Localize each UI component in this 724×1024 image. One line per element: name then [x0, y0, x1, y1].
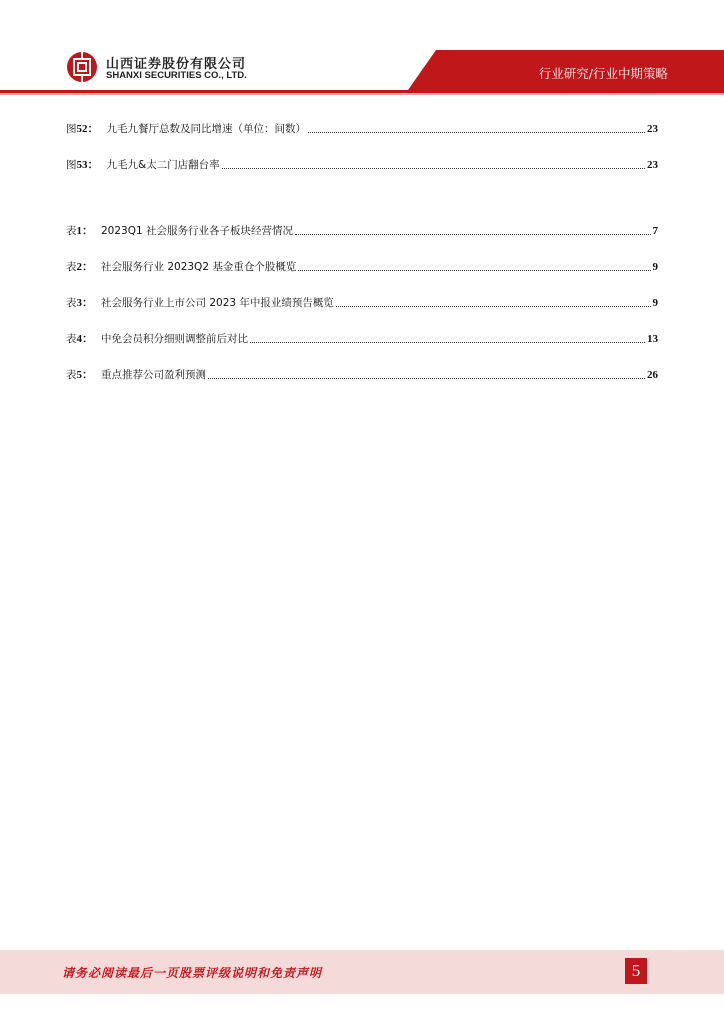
toc-page: 26 — [647, 369, 658, 381]
toc-page: 23 — [647, 159, 658, 171]
toc-entry-table-2[interactable] — [66, 258, 658, 274]
toc-number: 4： — [76, 333, 93, 345]
toc-leader — [250, 342, 645, 343]
toc-number: 52： — [76, 123, 99, 135]
toc-label: 表 — [66, 333, 77, 345]
toc-entry-table-1[interactable] — [66, 222, 658, 238]
page-header — [0, 0, 724, 96]
toc-label: 表 — [66, 261, 77, 273]
company-name-en: SHANXI SECURITIES CO., LTD. — [106, 70, 247, 81]
toc-number: 53： — [76, 159, 99, 171]
toc-label: 表 — [66, 297, 77, 309]
toc-leader — [308, 132, 645, 133]
toc-title: 社会服务行业上市公司 2023 年中报业绩预告概览 — [101, 297, 334, 309]
company-name-cn: 山西证券股份有限公司 — [106, 57, 247, 72]
report-type: 行业研究/行业中期策略 — [538, 66, 668, 81]
toc-entry-table-3[interactable] — [66, 294, 658, 310]
toc-entry-table-4[interactable] — [66, 330, 658, 346]
disclaimer-notice: 请务必阅读最后一页股票评级说明和免责声明 — [62, 966, 323, 980]
toc-number: 3： — [76, 297, 93, 309]
toc-label: 图 — [66, 123, 77, 135]
toc-number: 5： — [76, 369, 93, 381]
toc-entry-figure-52[interactable] — [66, 120, 658, 136]
toc-page: 9 — [652, 297, 658, 309]
toc-page: 7 — [652, 225, 658, 237]
toc-entry-table-5[interactable] — [66, 366, 658, 382]
toc-leader — [222, 168, 645, 169]
toc-title: 中免会员积分细则调整前后对比 — [101, 333, 248, 345]
toc-page: 9 — [652, 261, 658, 273]
toc-title: 2023Q1 社会服务行业各子板块经营情况 — [101, 225, 294, 237]
page-number: 5 — [625, 958, 647, 984]
toc-title: 重点推荐公司盈利预测 — [101, 369, 206, 381]
page-footer — [0, 950, 724, 994]
toc-leader — [208, 378, 645, 379]
toc-number: 2： — [76, 261, 93, 273]
toc-leader — [295, 234, 650, 235]
toc-title: 社会服务行业 2023Q2 基金重仓个股概览 — [101, 261, 297, 273]
toc-title: 九毛九&太二门店翻台率 — [106, 159, 220, 171]
toc-entry-figure-53[interactable] — [66, 156, 658, 172]
toc-label: 图 — [66, 159, 77, 171]
toc-page: 23 — [647, 123, 658, 135]
company-logo-icon — [66, 51, 98, 83]
toc-label: 表 — [66, 225, 77, 237]
toc-label: 表 — [66, 369, 77, 381]
toc-page: 13 — [647, 333, 658, 345]
toc-title: 九毛九餐厅总数及同比增速（单位：间数） — [106, 123, 306, 135]
toc-number: 1： — [76, 225, 93, 237]
toc-leader — [298, 270, 650, 271]
toc-leader — [336, 306, 651, 307]
